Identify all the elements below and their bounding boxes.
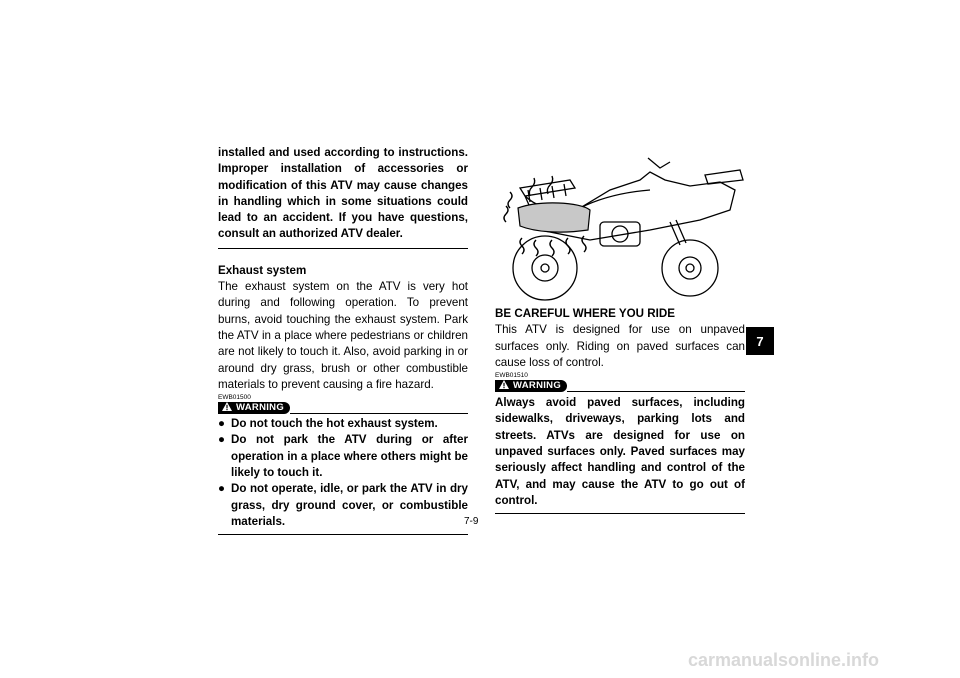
warning-label: WARNING xyxy=(513,380,562,392)
warning-header-rule xyxy=(290,413,468,414)
warning-label: WARNING xyxy=(236,402,285,414)
warning-header xyxy=(218,402,468,414)
warning-code: EWB01510 xyxy=(495,372,528,380)
list-item: ● Do not park the ATV during or after operation in a place where others might be likely to touch it. xyxy=(218,433,468,480)
chapter-tab: 7 xyxy=(746,327,774,355)
bullet-icon: ● xyxy=(218,417,226,431)
page-number: 7-9 xyxy=(464,516,479,527)
warning-end-rule xyxy=(495,513,745,514)
warning-triangle-icon xyxy=(499,380,509,393)
warning-end-rule xyxy=(218,248,468,249)
footer-watermark: carmanualsonline.info xyxy=(688,650,880,670)
warning-badge xyxy=(218,402,290,414)
exhaust-heading: Exhaust system xyxy=(218,263,307,277)
right-column xyxy=(495,306,745,514)
ride-warning-text: Always avoid paved surfaces, including sidewalks, driveways, parking lots and streets. ATVs are designed for use on unpaved surfaces only. Paved surfaces may seriously affect handling and control of the ATV, and may cause the ATV to go out of control. xyxy=(495,396,745,507)
warning-header-rule xyxy=(567,391,745,392)
warning-header xyxy=(495,380,745,392)
bullet-icon: ● xyxy=(218,433,226,447)
ride-heading: BE CAREFUL WHERE YOU RIDE xyxy=(495,307,675,320)
warning-end-rule xyxy=(218,534,468,535)
list-item: ● Do not operate, idle, or park the ATV in dry grass, dry ground cover, or combustible materials. xyxy=(218,482,468,528)
warning-badge xyxy=(495,380,567,392)
intro-warning-text: installed and used according to instructions. Improper installation of accessories or modification of this ATV may cause changes in handling which in some situations could lead to an accident. If you have questions, consult an authorized ATV dealer. xyxy=(218,146,468,241)
warning-bullet-list xyxy=(218,416,468,530)
exhaust-body: The exhaust system on the ATV is very hot during and following operation. To prevent burns, avoid touching the exhaust system. Park the ATV in a place where pedestrians or children are not likely to touch it. Also, avoid parking in or around dry grass, brush or other combustible materials to prevent causing a fire hazard. xyxy=(218,280,468,391)
ride-body: This ATV is designed for use on unpaved surfaces only. Riding on paved surfaces can cause loss of control. xyxy=(495,323,745,369)
list-item: ● Do not touch the hot exhaust system. xyxy=(218,416,468,432)
bullet-icon: ● xyxy=(218,482,226,496)
warning-code: EWB01500 xyxy=(218,394,251,402)
atv-exhaust-illustration xyxy=(500,150,750,310)
warning-triangle-icon xyxy=(222,402,232,415)
left-column xyxy=(218,145,468,535)
